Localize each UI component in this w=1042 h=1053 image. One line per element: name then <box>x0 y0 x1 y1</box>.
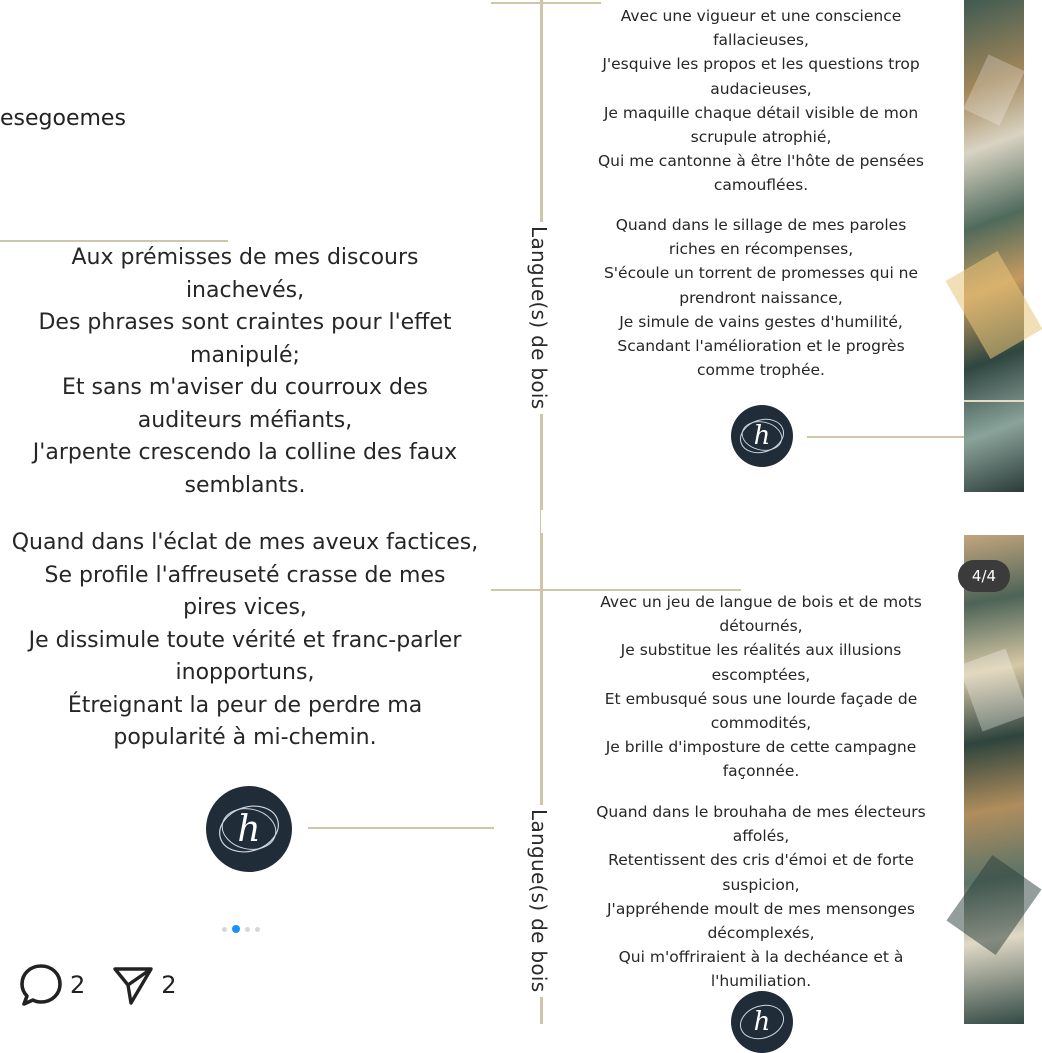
poem-line: camouflées. <box>713 176 809 195</box>
poem-line: suspicion, <box>722 875 800 894</box>
author-logo <box>731 405 793 467</box>
poem-line: Je simule de vains gestes d'humilité, <box>619 312 903 331</box>
poem-line: Quand dans le brouhaha de mes électeurs <box>596 803 926 821</box>
comment-count: 2 <box>70 971 86 999</box>
accent-line <box>807 436 967 438</box>
poem-stanza-2 <box>561 213 961 382</box>
logo-letter: h <box>237 808 261 850</box>
slide-panel-top-right <box>527 0 1024 510</box>
paper-plane-icon[interactable] <box>111 963 155 1007</box>
poem-line: Je maquille chaque détail visible de mon <box>603 103 919 122</box>
logo-letter: h <box>753 421 771 451</box>
poem-line: Et sans m'aviser du courroux des <box>62 375 428 400</box>
post-actions <box>18 962 203 1008</box>
poem-line: comme trophée. <box>697 361 825 380</box>
poem-line: Quand dans l'éclat de mes aveux factices, <box>11 530 479 555</box>
poem-line: Des phrases sont craintes pour l'effet <box>38 310 452 335</box>
poem-line: Je substitue les réalités aux illusions <box>620 641 902 660</box>
poem-line: Se profile l'affreuseté crasse de mes <box>44 562 446 588</box>
poem-line: affolés, <box>732 827 790 846</box>
poem-line: popularité à mi-chemin. <box>113 725 377 750</box>
poem-line: Qui me cantonne à être l'hôte de pensées <box>597 152 924 171</box>
series-title: Langue(s) de bois <box>527 222 551 414</box>
comment-bubble-icon[interactable] <box>18 962 64 1008</box>
carousel-indicator <box>222 925 260 933</box>
poem-stanza-2 <box>0 527 490 755</box>
poem-line: Étreignant la peur de perdre ma <box>67 692 423 718</box>
poem-line: audacieuses, <box>710 79 812 98</box>
poem-line: semblants. <box>184 472 306 498</box>
poem-line: riches en récompenses, <box>668 240 854 259</box>
poem-line: Quand dans le sillage de mes paroles <box>615 216 907 234</box>
carousel-dot-active[interactable] <box>232 925 240 933</box>
series-title: Langue(s) de bois <box>527 805 551 997</box>
poem-line: Je dissimule toute vérité et franc-parler <box>28 627 462 653</box>
poem-line: Aux prémisses de mes discours <box>71 245 419 270</box>
poem-line: Je brille d'imposture de cette campagne <box>605 738 917 757</box>
poem-line: S'écoule un torrent de promesses qui ne <box>603 264 919 283</box>
poem-line: pires vices, <box>183 595 307 620</box>
poem-line: scrupule atrophié, <box>690 128 832 147</box>
logo-letter: h <box>753 1007 771 1037</box>
slide-counter-badge: 4/4 <box>958 560 1010 592</box>
carousel-dot[interactable] <box>222 927 227 932</box>
poem-line: l'humiliation. <box>710 972 812 991</box>
poem-line: J'appréhende moult de mes mensonges <box>606 899 915 918</box>
poem-stanza-1 <box>0 242 490 502</box>
poem-line: Qui m'offriraient à la dechéance et à <box>618 948 904 967</box>
author-logo <box>206 786 292 872</box>
poem-line: inachevés, <box>185 277 305 303</box>
slide-panel-bottom-right <box>527 513 1024 1037</box>
poem-line: J'esquive les propos et les questions trop <box>602 55 920 74</box>
poem-line: escomptées, <box>711 665 811 684</box>
poem-line: Retentissent des cris d'émoi et de forte <box>608 851 914 870</box>
poem-line: fallacieuses, <box>713 31 809 50</box>
poem-line: décomplexés, <box>707 924 815 943</box>
poem-line: détournés, <box>719 617 803 636</box>
poem-line: manipulé; <box>190 342 300 368</box>
poem-line: J'arpente crescendo la colline des faux <box>32 440 458 465</box>
poem-line: Avec une vigueur et une conscience <box>620 7 902 25</box>
post-username[interactable]: esegoemes <box>0 106 126 131</box>
carousel-dot[interactable] <box>255 927 260 932</box>
poem-line: Avec un jeu de langue de bois et de mots <box>600 593 922 611</box>
poem-line: prendront naissance, <box>679 288 843 307</box>
carousel-dot[interactable] <box>245 927 250 932</box>
poem-stanza-1 <box>561 4 961 198</box>
accent-line <box>308 827 494 829</box>
background-artwork <box>964 535 1024 1024</box>
share-count: 2 <box>161 971 177 999</box>
poem-line: Scandant l'amélioration et le progrès <box>617 337 905 356</box>
poem-stanza-2 <box>561 800 961 994</box>
poem-line: Et embusqué sous une lourde façade de <box>604 689 918 708</box>
poem-line: façonnée. <box>722 762 800 781</box>
author-logo <box>731 991 793 1053</box>
poem-line: auditeurs méfiants, <box>137 407 353 433</box>
poem-stanza-1 <box>561 590 961 784</box>
poem-line: commodités, <box>710 714 812 733</box>
background-artwork <box>964 0 1024 492</box>
poem-line: inopportuns, <box>175 660 315 685</box>
